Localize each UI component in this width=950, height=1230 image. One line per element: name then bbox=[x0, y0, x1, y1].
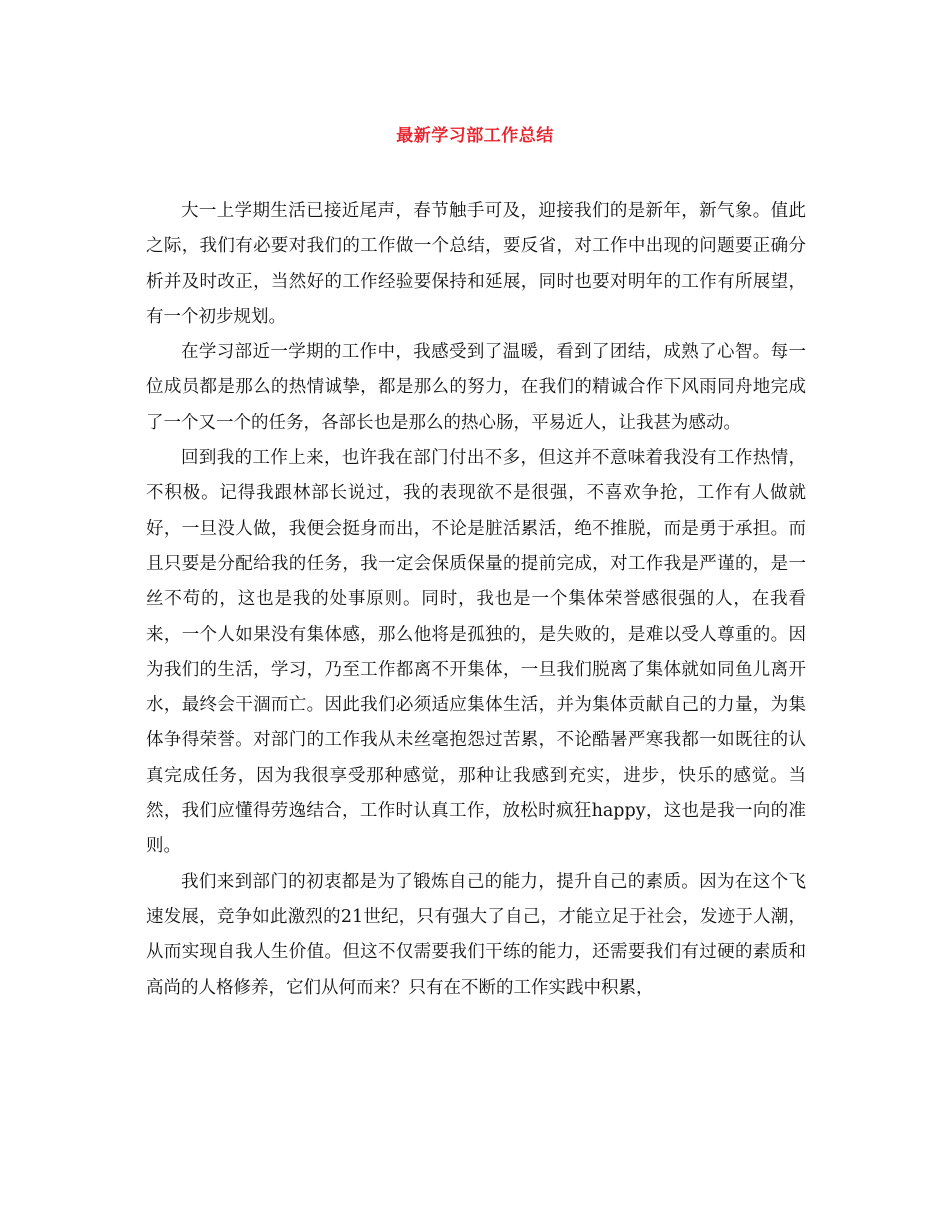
paragraph-2: 在学习部近一学期的工作中，我感受到了温暖，看到了团结，成熟了心智。每一位成员都是那么的热情诚挚，都是那么的努力，在我们的精诚合作下风雨同舟地完成了一个又一个的任务，各部长也是那么的热心肠，平易近人，让我甚为感动。 bbox=[146, 342, 806, 433]
document-body bbox=[146, 194, 806, 1006]
paragraph-4: 我们来到部门的初衷都是为了锻炼自己的能力，提升自己的素质。因为在这个飞速发展，竞争如此激烈的21世纪，只有强大了自己，才能立足于社会，发迹于人潮，从而实现自我人生价值。但这不仅需要我们干练的能力，还需要我们有过硬的素质和高尚的人格修养，它们从何而来？只有在不断的工作实践中积累， bbox=[146, 871, 806, 998]
paragraph-3: 回到我的工作上来，也许我在部门付出不多，但这并不意味着我没有工作热情，不积极。记得我跟林部长说过，我的表现欲不是很强，不喜欢争抢，工作有人做就好，一旦没人做，我便会挺身而出，不论是脏活累活，绝不推脱，而是勇于承担。而且只要是分配给我的任务，我一定会保质保量的提前完成，对工作我是严谨的，是一丝不苟的，这也是我的处事原则。同时，我也是一个集体荣誉感很强的人，在我看来，一个人如果没有集体感，那么他将是孤独的，是失败的，是难以受人尊重的。因为我们的生活，学习，乃至工作都离不开集体，一旦我们脱离了集体就如同鱼儿离开水，最终会干涸而亡。因此我们必须适应集体生活，并为集体贡献自己的力量，为集体争得荣誉。对部门的工作我从未丝毫抱怨过苦累，不论酷暑严寒我都一如既往的认真完成任务，因为我很享受那种感觉，那种让我感到充实，进步，快乐的感觉。当然，我们应懂得劳逸结合，工作时认真工作，放松时疯狂happy，这也是我一向的准则。 bbox=[146, 448, 806, 857]
paragraph-1: 大一上学期生活已接近尾声，春节触手可及，迎接我们的是新年，新气象。值此之际，我们有必要对我们的工作做一个总结，要反省，对工作中出现的问题要正确分析并及时改正，当然好的工作经验要保持和延展，同时也要对明年的工作有所展望，有一个初步规划。 bbox=[146, 201, 806, 327]
document-title: 最新学习部工作总结 bbox=[396, 126, 554, 146]
